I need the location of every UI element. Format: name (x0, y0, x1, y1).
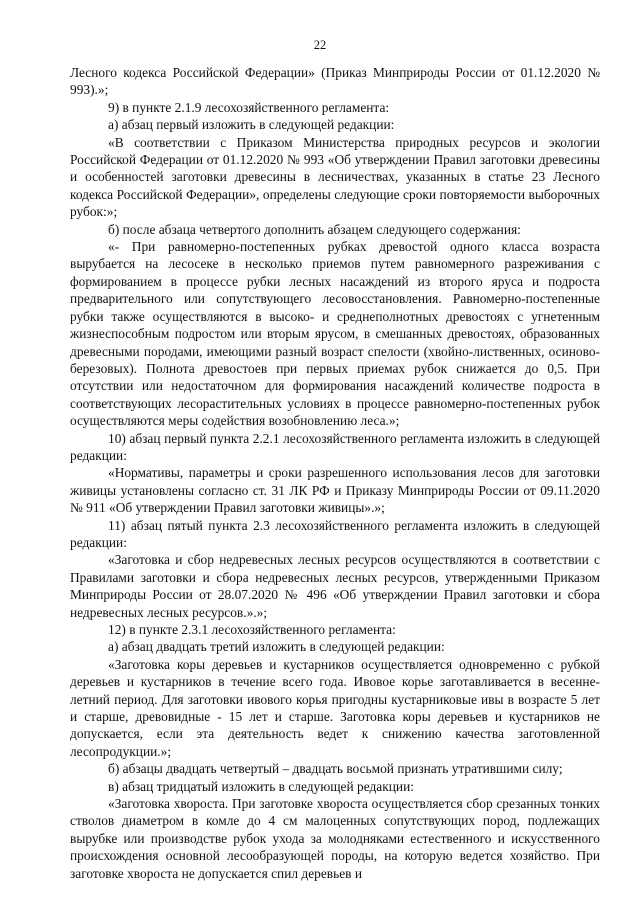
paragraph: а) абзац двадцать третий изложить в следующей редакции: (108, 639, 445, 655)
paragraph: «Заготовка и сбор недревесных лесных ресурсов осуществляются в соответствии с Правилами заготовки и сбора недревесных лесных ресурсов, утвержденными Приказом Минприроды России от 28.07.2020 № 496 «Об утверждении Правил заготовки и сбора недревесных лесных ресурсов.».»; (70, 552, 600, 620)
paragraph: «Нормативы, параметры и сроки разрешенного использования лесов для заготовки живицы установлены согласно ст. 31 ЛК РФ и Приказу Минприроды России от 09.11.2020 № 911 «Об утверждении Правил заготовки живицы».»; (70, 465, 600, 516)
paragraph: б) после абзаца четвертого дополнить абзацем следующего содержания: (108, 221, 521, 237)
paragraph: 11) абзац пятый пункта 2.3 лесохозяйственного регламента изложить в следующей редакции: (70, 517, 600, 550)
paragraph: «В соответствии с Приказом Министерства природных ресурсов и экологии Российской Федерации от 01.12.2020 № 993 «Об утверждении Правил заготовки древесины и особенностей заготовки древесины в лесничествах, указанных в статье 23 Лесного кодекса Российской Федерации», определены следующие сроки повторяемости выборочных рубок:»; (70, 134, 600, 220)
paragraph: «Заготовка хвороста. При заготовке хвороста осуществляется сбор срезанных тонких стволов диаметром в комле до 4 см малоценных сопутствующих пород, подлежащих вырубке или производстве рубок ухода за молодняками естественного и искусственного происхождения основной лесообразующей породы, на которую ведется хозяйство. При заготовке хвороста не допускается спил деревьев и (70, 796, 600, 881)
page-number: 22 (313, 38, 327, 52)
paragraph: «- При равномерно-постепенных рубках древостой одного класса возраста вырубается на лесосеке в несколько приемов путем равномерного разреживания с формированием в процессе рубки лесных насаждений из второго яруса и подроста предварительного или сопутствующего лесовосстановления. Равномерно-постепенные рубки также осуществляются в высоко- и среднеполнотных древостоях с угнетенным жизнеспособным подростом или вторым ярусом, в смешанных древостоях, образованных древесными породами, имеющими разный возраст спелости (хвойно-лиственных, осиново-березовых). Полнота древостоев при первых приемах рубок снижается до 0,5. При отсутствии или недостаточном для формирования насаждений количестве подроста в соответствующих лесорастительных условиях в процессе равномерно-постепенных рубок осуществляются меры содействия возобновлению леса.»; (70, 239, 600, 429)
paragraph: 10) абзац первый пункта 2.2.1 лесохозяйственного регламента изложить в следующей редакции: (70, 430, 600, 463)
paragraph: б) абзацы двадцать четвертый – двадцать восьмой признать утратившими силу; (108, 761, 563, 777)
paragraph: 12) в пункте 2.3.1 лесохозяйственного регламента: (108, 622, 396, 637)
paragraph: а) абзац первый изложить в следующей редакции: (108, 117, 395, 133)
paragraph: 9) в пункте 2.1.9 лесохозяйственного регламента: (108, 99, 390, 115)
paragraph: в) абзац тридцатый изложить в следующей редакции: (108, 778, 414, 794)
document-body (70, 64, 600, 882)
paragraph: Лесного кодекса Российской Федерации» (Приказ Минприроды России от 01.12.2020 № 993).»; (70, 65, 600, 98)
paragraph: «Заготовка коры деревьев и кустарников осуществляется одновременно с рубкой деревьев и кустарников в течение всего года. Ивовое корье заготавливается в весенне-летний период. Для заготовки ивового корья пригодны кустарниковые ивы в возрасте 5 лет и старше, древовидные - 15 лет и старше. Заготовка коры деревьев и кустарников не допускается, если эта деятельность ведет к снижению качества заготовленной лесопродукции.»; (70, 656, 600, 759)
